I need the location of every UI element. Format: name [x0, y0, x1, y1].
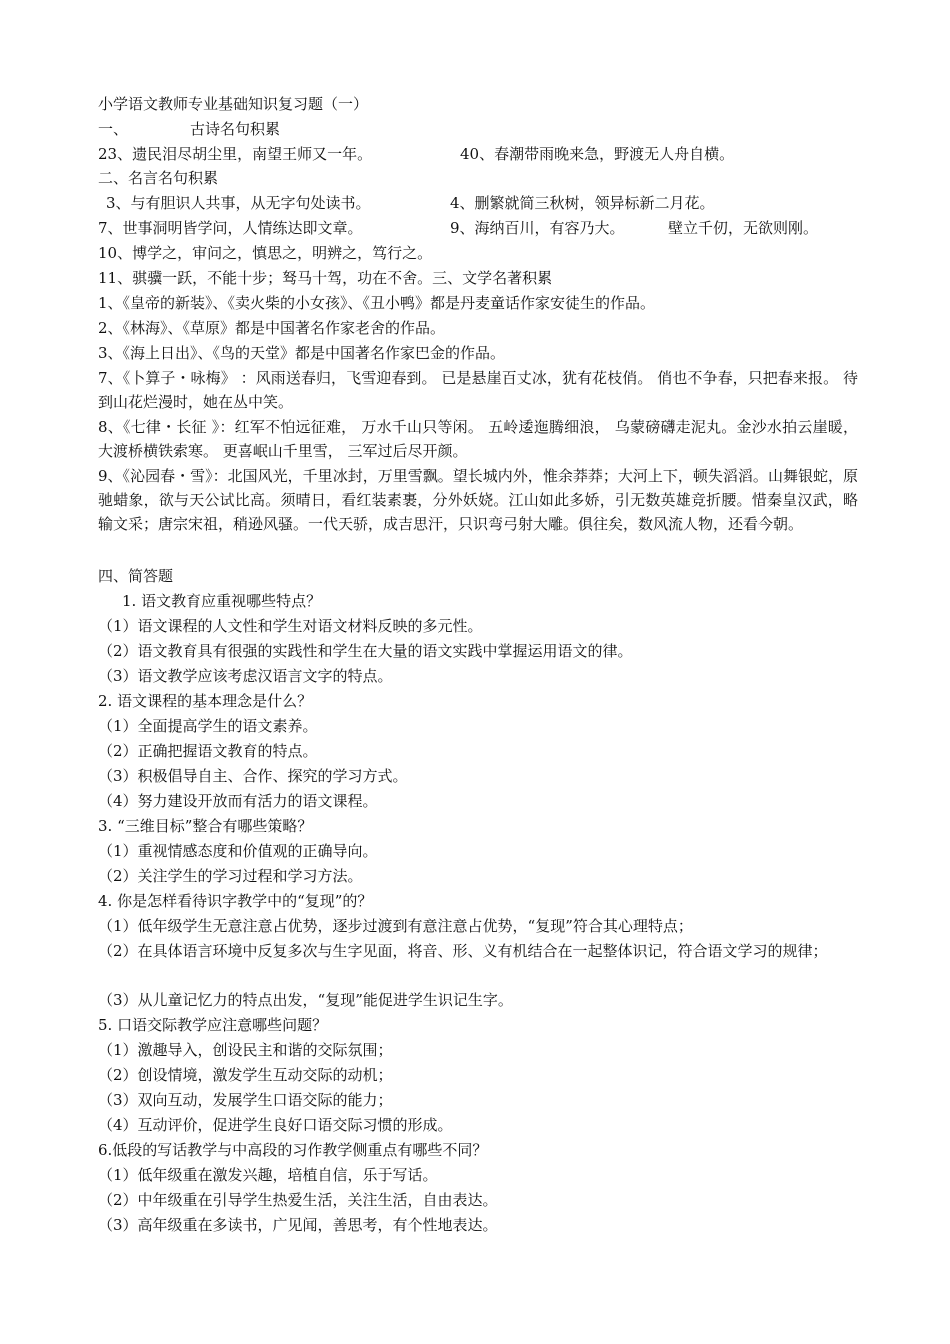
section-2-heading: 二、名言名句积累	[98, 169, 219, 187]
quote-7: 7、世事洞明皆学问，人情练达即文章。	[98, 219, 363, 237]
classic-9-poem: 9、《沁园春・雪》：北国风光，千里冰封，万里雪飘。望长城内外，惟余莽莽；大河上下，顿失滔滔。山舞银蛇，原驰蜡象，欲与天公试比高。须晴日，看红装素裹，分外妖娆。江山如此多娇，引无数英雄竞折腰。惜秦皇汉武，略输文采；唐宗宋祖，稍逊风骚。一代天骄，成吉思汗，只识弯弓射大雕。俱往矣，数风流人物，还看今朝。	[98, 467, 858, 533]
quote-row-1	[98, 191, 858, 215]
question-1: 1. 语文教育应重视哪些特点？	[122, 592, 322, 610]
answer-1-1: （1）语文课程的人文性和学生对语文材料反映的多元性。	[98, 617, 483, 635]
poem-line-row	[98, 142, 858, 166]
answer-6-1: （1）低年级重在激发兴趣，培植自信，乐于写话。	[98, 1166, 438, 1184]
question-5: 5. 口语交际教学应注意哪些问题？	[98, 1016, 328, 1034]
answer-1-3: （3）语文教学应该考虑汉语言文字的特点。	[98, 667, 393, 685]
section-1-label: 古诗名句积累	[190, 120, 281, 138]
section-1-heading	[98, 117, 858, 141]
section-4-heading: 四、简答题	[98, 567, 174, 585]
quote-11: 11、骐骥一跃，不能十步；驽马十驾，功在不舍。三、文学名著积累	[98, 269, 553, 287]
quote-10: 10、博学之，审问之，慎思之，明辨之，笃行之。	[98, 244, 433, 262]
answer-2-1: （1）全面提高学生的语文素养。	[98, 717, 318, 735]
answer-1-2: （2）语文教育具有很强的实践性和学生在大量的语文实践中掌握运用语文的律。	[98, 642, 633, 660]
poem-line-23: 23、遗民泪尽胡尘里，南望王师又一年。	[98, 145, 373, 163]
answer-5-1: （1）激趣导入，创设民主和谐的交际氛围；	[98, 1041, 393, 1059]
question-4: 4. 你是怎样看待识字教学中的“复现”的？	[98, 892, 373, 910]
answer-3-1: （1）重视情感态度和价值观的正确导向。	[98, 842, 378, 860]
quote-4: 4、删繁就简三秋树，领异标新二月花。	[450, 194, 715, 212]
doc-title: 小学语文教师专业基础知识复习题（一）	[98, 95, 369, 113]
question-2: 2. 语文课程的基本理念是什么？	[98, 692, 313, 710]
answer-4-3: （3）从儿童记忆力的特点出发，“复现”能促进学生识记生字。	[98, 991, 513, 1009]
answer-4-2: （2）在具体语言环境中反复多次与生字见面，将音、形、义有机结合在一起整体识记，符合语文学习的规律；	[98, 942, 828, 960]
quote-row-2	[98, 216, 858, 240]
classic-3: 3、《海上日出》、《鸟的天堂》都是中国著名作家巴金的作品。	[98, 344, 506, 362]
quote-3: 3、与有胆识人共事，从无字句处读书。	[106, 194, 371, 212]
answer-6-2: （2）中年级重在引导学生热爱生活，关注生活，自由表达。	[98, 1191, 498, 1209]
answer-2-2: （2）正确把握语文教育的特点。	[98, 742, 318, 760]
quote-9b: 壁立千仞，无欲则刚。	[668, 219, 819, 237]
classic-7-poem: 7、《卜算子・咏梅》 ：风雨送春归，飞雪迎春到。 已是悬崖百丈冰，犹有花枝俏。 俏也不争春，只把春来报。 待到山花烂漫时，她在丛中笑。	[98, 369, 858, 411]
classic-8-poem: 8、《七律・长征 》：红军不怕远征难， 万水千山只等闲。 五岭逶迤腾细浪， 乌蒙磅礴走泥丸。金沙水拍云崖暖， 大渡桥横铁索寒。 更喜岷山千里雪， 三军过后尽开颜。	[98, 418, 858, 460]
answer-5-2: （2）创设情境，激发学生互动交际的动机；	[98, 1066, 393, 1084]
answer-3-2: （2）关注学生的学习过程和学习方法。	[98, 867, 363, 885]
classic-1: 1、《皇帝的新装》、《卖火柴的小女孩》、《丑小鸭》都是丹麦童话作家安徒生的作品。	[98, 294, 656, 312]
classic-2: 2、《林海》、《草原》都是中国著名作家老舍的作品。	[98, 319, 446, 337]
question-6: 6.低段的写话教学与中高段的习作教学侧重点有哪些不同？	[98, 1141, 488, 1159]
answer-2-3: （3）积极倡导自主、合作、探究的学习方式。	[98, 767, 408, 785]
quote-9: 9、海纳百川，有容乃大。	[450, 219, 625, 237]
question-3: 3. “三维目标”整合有哪些策略？	[98, 817, 313, 835]
section-1-number: 一、	[98, 120, 129, 138]
answer-5-3: （3）双向互动，发展学生口语交际的能力；	[98, 1091, 393, 1109]
answer-4-1: （1）低年级学生无意注意占优势，逐步过渡到有意注意占优势，“复现”符合其心理特点；	[98, 917, 693, 935]
answer-6-3: （3）高年级重在多读书，广见闻，善思考，有个性地表达。	[98, 1216, 498, 1234]
answer-2-4: （4）努力建设开放而有活力的语文课程。	[98, 792, 378, 810]
answer-5-4: （4）互动评价，促进学生良好口语交际习惯的形成。	[98, 1116, 453, 1134]
poem-line-40: 40、春潮带雨晚来急，野渡无人舟自横。	[460, 145, 735, 163]
